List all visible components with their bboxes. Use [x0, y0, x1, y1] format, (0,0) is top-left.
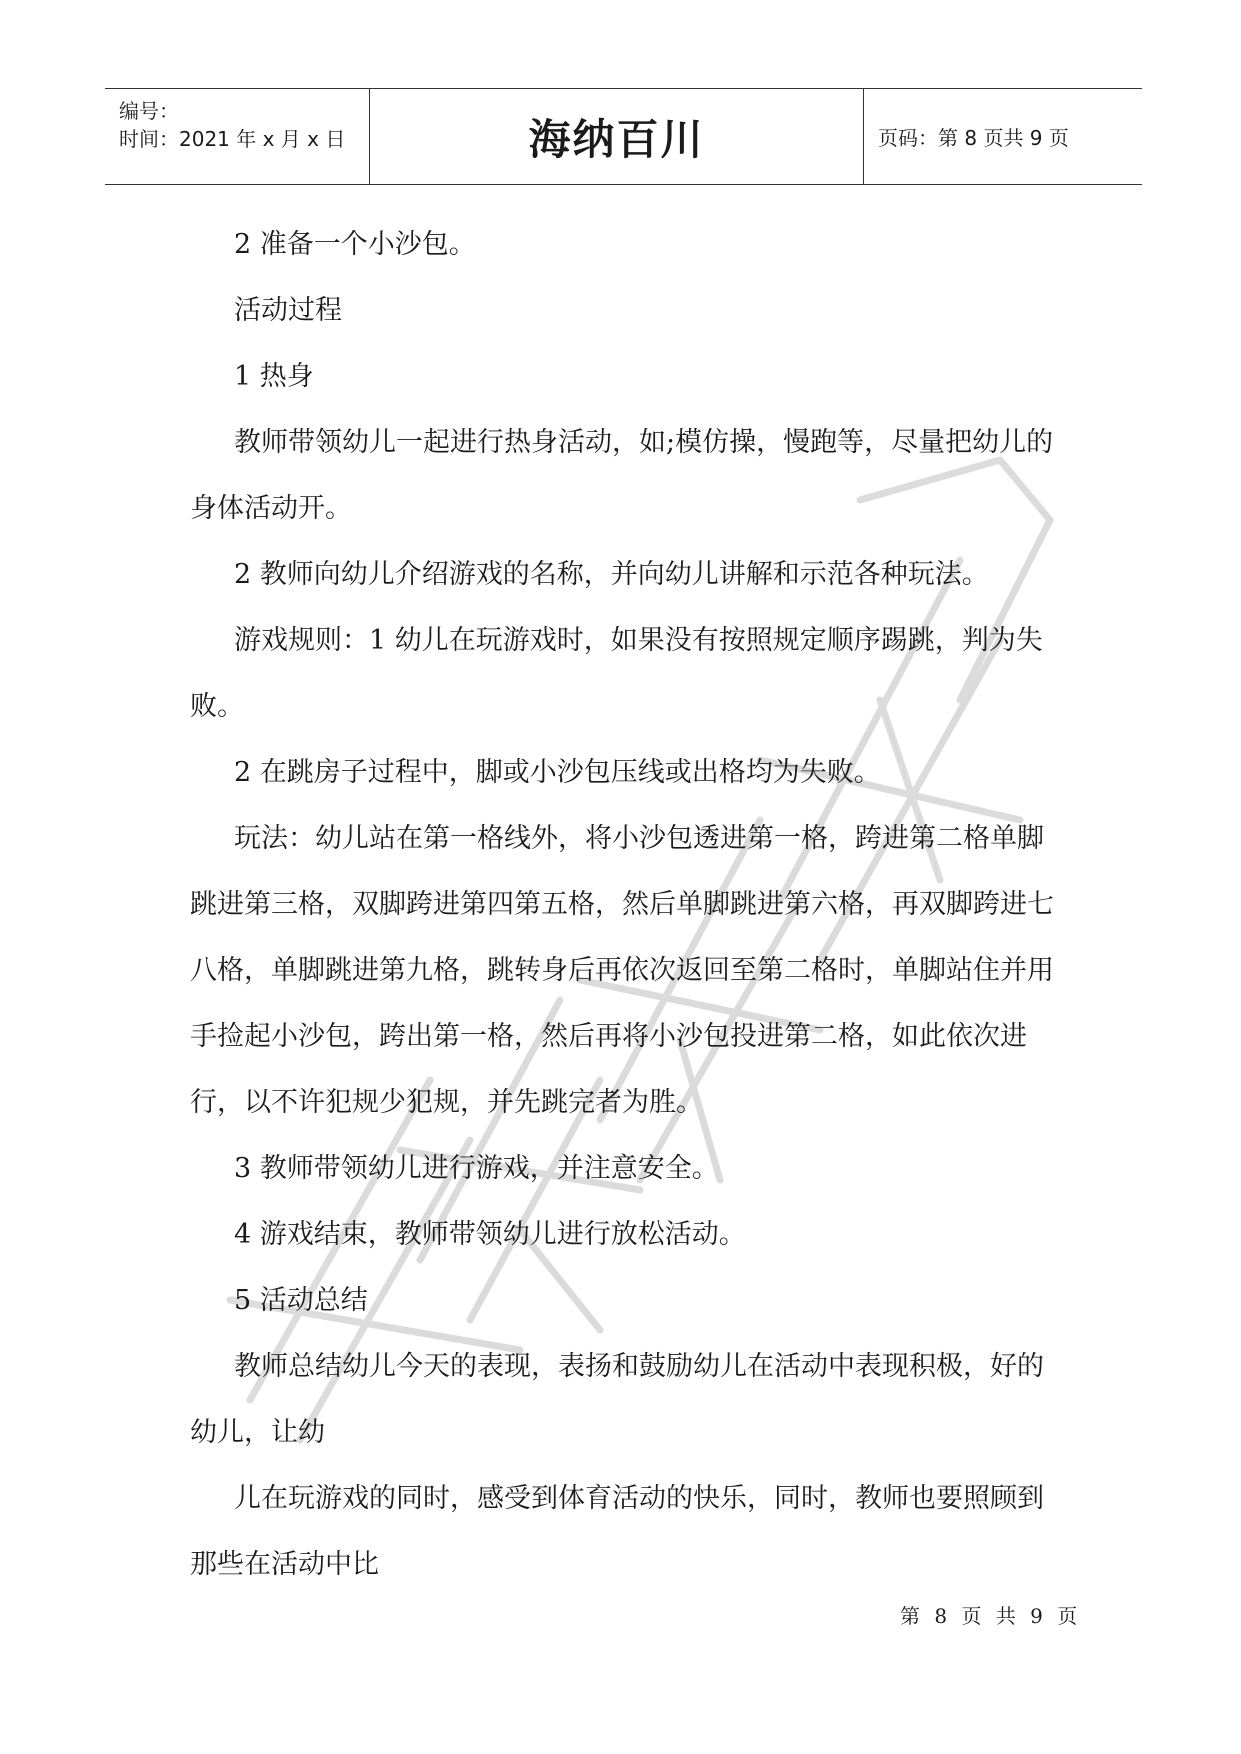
paragraph: 游戏规则：1 幼儿在玩游戏时，如果没有按照规定顺序踢跳，判为失败。	[190, 625, 1043, 722]
document-time-label: 时间：2021 年 x 月 x 日	[119, 127, 346, 151]
page-header	[105, 88, 1142, 185]
paragraph: 儿在玩游戏的同时，感受到体育活动的快乐，同时，教师也要照顾到那些在活动中比	[190, 1483, 1044, 1580]
paragraph: 4 游戏结束，教师带领幼儿进行放松活动。	[234, 1219, 746, 1250]
paragraph: 2 在跳房子过程中，脚或小沙包压线或出格均为失败。	[234, 757, 881, 788]
header-meta	[105, 89, 370, 184]
document-body	[190, 212, 1070, 1598]
paragraph: 教师总结幼儿今天的表现，表扬和鼓励幼儿在活动中表现积极，好的幼儿，让幼	[190, 1351, 1044, 1448]
paragraph: 玩法：幼儿站在第一格线外，将小沙包透进第一格，跨进第二格单脚跳进第三格，双脚跨进第四第五格，然后单脚跳进第六格，再双脚跨进七八格，单脚跳进第九格，跳转身后再依次返回至第二格时，单脚站住并用手捡起小沙包，跨出第一格，然后再将小沙包投进第二格，如此依次进行，以不许犯规少犯规，并先跳完者为胜。	[190, 823, 1054, 1118]
document-number-label: 编号：	[119, 99, 179, 123]
paragraph: 活动过程	[234, 295, 342, 326]
paragraph: 5 活动总结	[234, 1285, 368, 1316]
paragraph: 2 准备一个小沙包。	[234, 229, 476, 260]
paragraph: 1 热身	[234, 361, 314, 392]
paragraph: 2 教师向幼儿介绍游戏的名称，并向幼儿讲解和示范各种玩法。	[234, 559, 989, 590]
header-page-info: 页码：第 8 页共 9 页	[878, 126, 1069, 150]
paragraph: 教师带领幼儿一起进行热身活动，如;模仿操，慢跑等，尽量把幼儿的身体活动开。	[190, 427, 1054, 524]
page-footer: 第 8 页 共 9 页	[900, 1604, 1082, 1628]
header-title: 海纳百川	[370, 89, 864, 184]
paragraph: 3 教师带领幼儿进行游戏，并注意安全。	[234, 1153, 719, 1184]
